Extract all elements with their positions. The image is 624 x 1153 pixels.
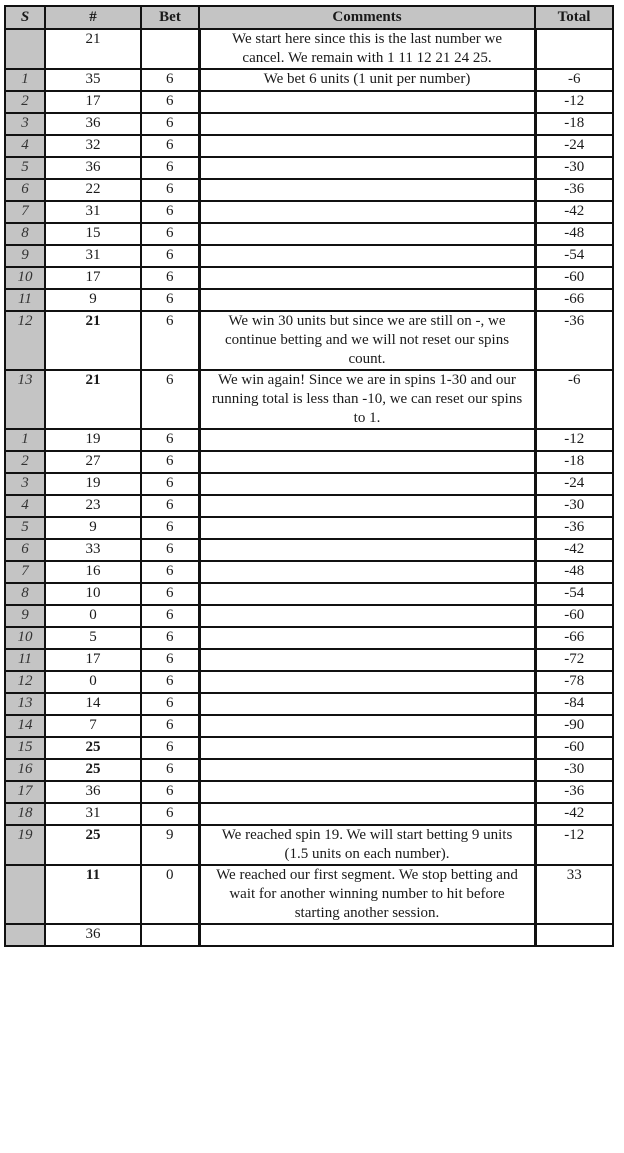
spin-cell: 1 xyxy=(5,69,45,91)
total-cell: -12 xyxy=(535,825,613,865)
spin-cell: 19 xyxy=(5,825,45,865)
number-cell: 27 xyxy=(45,451,141,473)
total-cell: -60 xyxy=(535,605,613,627)
total-cell: -60 xyxy=(535,267,613,289)
number-cell: 31 xyxy=(45,245,141,267)
table-row xyxy=(5,135,613,157)
total-cell: -42 xyxy=(535,201,613,223)
total-cell: -84 xyxy=(535,693,613,715)
total-cell: -72 xyxy=(535,649,613,671)
spin-cell: 1 xyxy=(5,429,45,451)
number-cell: 31 xyxy=(45,803,141,825)
number-cell: 21 xyxy=(45,370,141,429)
table-row xyxy=(5,715,613,737)
spin-cell xyxy=(5,865,45,924)
bet-cell: 6 xyxy=(141,759,199,781)
table-row xyxy=(5,451,613,473)
spin-cell: 2 xyxy=(5,91,45,113)
number-cell: 31 xyxy=(45,201,141,223)
header-total: Total xyxy=(535,6,613,29)
total-cell: -6 xyxy=(535,69,613,91)
spin-cell: 6 xyxy=(5,539,45,561)
table-row xyxy=(5,245,613,267)
table-row xyxy=(5,517,613,539)
comment-cell xyxy=(199,605,535,627)
number-cell: 32 xyxy=(45,135,141,157)
number-cell: 21 xyxy=(45,311,141,370)
table-row xyxy=(5,473,613,495)
total-cell: -6 xyxy=(535,370,613,429)
total-cell: -66 xyxy=(535,289,613,311)
total-cell xyxy=(535,29,613,69)
number-cell: 5 xyxy=(45,627,141,649)
bet-cell: 6 xyxy=(141,583,199,605)
bet-cell: 6 xyxy=(141,113,199,135)
table-row xyxy=(5,29,613,69)
total-cell: -54 xyxy=(535,245,613,267)
table-row xyxy=(5,693,613,715)
bet-cell: 6 xyxy=(141,605,199,627)
bet-cell: 6 xyxy=(141,179,199,201)
header-comments: Comments xyxy=(199,6,535,29)
bet-cell: 6 xyxy=(141,267,199,289)
number-cell: 15 xyxy=(45,223,141,245)
table-row xyxy=(5,865,613,924)
bet-cell: 6 xyxy=(141,69,199,91)
number-cell: 16 xyxy=(45,561,141,583)
number-cell: 36 xyxy=(45,781,141,803)
number-cell: 23 xyxy=(45,495,141,517)
bet-cell: 6 xyxy=(141,370,199,429)
header-number: # xyxy=(45,6,141,29)
comment-cell xyxy=(199,267,535,289)
bet-cell: 6 xyxy=(141,539,199,561)
bet-cell: 6 xyxy=(141,649,199,671)
number-cell: 35 xyxy=(45,69,141,91)
spin-cell: 18 xyxy=(5,803,45,825)
number-cell: 10 xyxy=(45,583,141,605)
bet-cell: 6 xyxy=(141,473,199,495)
comment-cell xyxy=(199,245,535,267)
spin-cell: 9 xyxy=(5,605,45,627)
comment-cell xyxy=(199,91,535,113)
comment-cell xyxy=(199,627,535,649)
bet-cell: 9 xyxy=(141,825,199,865)
table-row xyxy=(5,495,613,517)
table-row xyxy=(5,605,613,627)
table-row xyxy=(5,781,613,803)
table-row xyxy=(5,671,613,693)
number-cell: 0 xyxy=(45,671,141,693)
table-row xyxy=(5,289,613,311)
comment-cell: We reached spin 19. We will start betting 9 units (1.5 units on each number). xyxy=(199,825,535,865)
bet-cell xyxy=(141,924,199,946)
spin-cell: 5 xyxy=(5,157,45,179)
bet-cell: 6 xyxy=(141,803,199,825)
bet-cell: 6 xyxy=(141,781,199,803)
number-cell: 22 xyxy=(45,179,141,201)
bet-cell: 6 xyxy=(141,311,199,370)
comment-cell xyxy=(199,583,535,605)
total-cell: -48 xyxy=(535,561,613,583)
total-cell: -24 xyxy=(535,135,613,157)
bet-cell: 6 xyxy=(141,245,199,267)
number-cell: 36 xyxy=(45,924,141,946)
total-cell: -36 xyxy=(535,179,613,201)
total-cell: -36 xyxy=(535,781,613,803)
number-cell: 9 xyxy=(45,517,141,539)
bet-cell: 6 xyxy=(141,91,199,113)
table-row xyxy=(5,649,613,671)
comment-cell xyxy=(199,539,535,561)
table-row xyxy=(5,539,613,561)
spin-cell: 12 xyxy=(5,311,45,370)
number-cell: 33 xyxy=(45,539,141,561)
spin-cell: 15 xyxy=(5,737,45,759)
bet-cell: 6 xyxy=(141,671,199,693)
table-row xyxy=(5,91,613,113)
comment-cell xyxy=(199,759,535,781)
bet-cell: 6 xyxy=(141,715,199,737)
table-row xyxy=(5,69,613,91)
comment-cell xyxy=(199,924,535,946)
number-cell: 25 xyxy=(45,825,141,865)
total-cell: -36 xyxy=(535,517,613,539)
table-row xyxy=(5,429,613,451)
comment-cell xyxy=(199,737,535,759)
bet-cell: 6 xyxy=(141,627,199,649)
total-cell: -36 xyxy=(535,311,613,370)
comment-cell xyxy=(199,803,535,825)
table-row xyxy=(5,157,613,179)
comment-cell xyxy=(199,561,535,583)
spin-cell: 4 xyxy=(5,135,45,157)
bet-cell: 6 xyxy=(141,495,199,517)
table-row xyxy=(5,803,613,825)
total-cell: -18 xyxy=(535,451,613,473)
bet-cell: 6 xyxy=(141,201,199,223)
bet-cell: 6 xyxy=(141,429,199,451)
total-cell: -54 xyxy=(535,583,613,605)
spin-cell: 13 xyxy=(5,693,45,715)
number-cell: 19 xyxy=(45,429,141,451)
total-cell: -90 xyxy=(535,715,613,737)
spin-cell: 13 xyxy=(5,370,45,429)
total-cell: -18 xyxy=(535,113,613,135)
number-cell: 0 xyxy=(45,605,141,627)
table-row xyxy=(5,113,613,135)
comment-cell xyxy=(199,113,535,135)
number-cell: 25 xyxy=(45,737,141,759)
spin-cell: 16 xyxy=(5,759,45,781)
comment-cell: We bet 6 units (1 unit per number) xyxy=(199,69,535,91)
table-header-row xyxy=(5,6,613,29)
number-cell: 17 xyxy=(45,267,141,289)
comment-cell xyxy=(199,289,535,311)
total-cell: -12 xyxy=(535,429,613,451)
total-cell: -42 xyxy=(535,803,613,825)
comment-cell xyxy=(199,715,535,737)
total-cell: -66 xyxy=(535,627,613,649)
spin-cell: 10 xyxy=(5,267,45,289)
spin-cell: 5 xyxy=(5,517,45,539)
spin-cell: 12 xyxy=(5,671,45,693)
comment-cell xyxy=(199,649,535,671)
comment-cell xyxy=(199,223,535,245)
header-spin: S xyxy=(5,6,45,29)
number-cell: 36 xyxy=(45,157,141,179)
number-cell: 17 xyxy=(45,91,141,113)
roulette-session-table xyxy=(4,5,614,947)
comment-cell xyxy=(199,451,535,473)
spin-cell: 8 xyxy=(5,583,45,605)
table-row xyxy=(5,759,613,781)
comment-cell: We start here since this is the last number we cancel. We remain with 1 11 12 21 24 25. xyxy=(199,29,535,69)
spin-cell: 6 xyxy=(5,179,45,201)
comment-cell xyxy=(199,693,535,715)
table-row xyxy=(5,223,613,245)
table-row xyxy=(5,627,613,649)
comment-cell xyxy=(199,517,535,539)
comment-cell xyxy=(199,495,535,517)
comment-cell xyxy=(199,135,535,157)
spin-cell: 3 xyxy=(5,473,45,495)
bet-cell: 6 xyxy=(141,223,199,245)
table-row xyxy=(5,737,613,759)
bet-cell: 6 xyxy=(141,737,199,759)
total-cell: -30 xyxy=(535,759,613,781)
spin-cell: 11 xyxy=(5,649,45,671)
number-cell: 9 xyxy=(45,289,141,311)
table-row xyxy=(5,201,613,223)
comment-cell xyxy=(199,671,535,693)
total-cell: -42 xyxy=(535,539,613,561)
spin-cell: 10 xyxy=(5,627,45,649)
number-cell: 21 xyxy=(45,29,141,69)
comment-cell xyxy=(199,157,535,179)
number-cell: 14 xyxy=(45,693,141,715)
bet-cell: 6 xyxy=(141,451,199,473)
number-cell: 25 xyxy=(45,759,141,781)
comment-cell: We win again! Since we are in spins 1-30 and our running total is less than -10, we can reset our spins to 1. xyxy=(199,370,535,429)
bet-cell: 6 xyxy=(141,561,199,583)
spin-cell xyxy=(5,924,45,946)
table-row xyxy=(5,179,613,201)
spin-cell: 7 xyxy=(5,561,45,583)
comment-cell xyxy=(199,179,535,201)
total-cell: -78 xyxy=(535,671,613,693)
table-row xyxy=(5,561,613,583)
bet-cell: 6 xyxy=(141,289,199,311)
spin-cell: 7 xyxy=(5,201,45,223)
bet-cell: 6 xyxy=(141,517,199,539)
spin-cell: 2 xyxy=(5,451,45,473)
spin-cell: 3 xyxy=(5,113,45,135)
comment-cell xyxy=(199,429,535,451)
total-cell: -24 xyxy=(535,473,613,495)
number-cell: 7 xyxy=(45,715,141,737)
spin-cell: 8 xyxy=(5,223,45,245)
total-cell: -48 xyxy=(535,223,613,245)
total-cell: -12 xyxy=(535,91,613,113)
number-cell: 36 xyxy=(45,113,141,135)
table-row xyxy=(5,583,613,605)
spin-cell: 14 xyxy=(5,715,45,737)
comment-cell xyxy=(199,781,535,803)
bet-cell: 0 xyxy=(141,865,199,924)
total-cell xyxy=(535,924,613,946)
bet-cell: 6 xyxy=(141,157,199,179)
bet-cell xyxy=(141,29,199,69)
spin-cell: 4 xyxy=(5,495,45,517)
comment-cell xyxy=(199,473,535,495)
total-cell: -30 xyxy=(535,495,613,517)
number-cell: 19 xyxy=(45,473,141,495)
table-row xyxy=(5,825,613,865)
spin-cell: 11 xyxy=(5,289,45,311)
comment-cell: We reached our first segment. We stop betting and wait for another winning number to hit before starting another session. xyxy=(199,865,535,924)
bet-cell: 6 xyxy=(141,693,199,715)
table-row xyxy=(5,267,613,289)
spin-cell: 9 xyxy=(5,245,45,267)
comment-cell xyxy=(199,201,535,223)
total-cell: -60 xyxy=(535,737,613,759)
total-cell: 33 xyxy=(535,865,613,924)
number-cell: 17 xyxy=(45,649,141,671)
bet-cell: 6 xyxy=(141,135,199,157)
number-cell: 11 xyxy=(45,865,141,924)
table-body xyxy=(5,29,613,946)
total-cell: -30 xyxy=(535,157,613,179)
spin-cell: 17 xyxy=(5,781,45,803)
table-row xyxy=(5,370,613,429)
header-bet: Bet xyxy=(141,6,199,29)
comment-cell: We win 30 units but since we are still on -, we continue betting and we will not reset our spins count. xyxy=(199,311,535,370)
table-row xyxy=(5,311,613,370)
table-row xyxy=(5,924,613,946)
spin-cell xyxy=(5,29,45,69)
